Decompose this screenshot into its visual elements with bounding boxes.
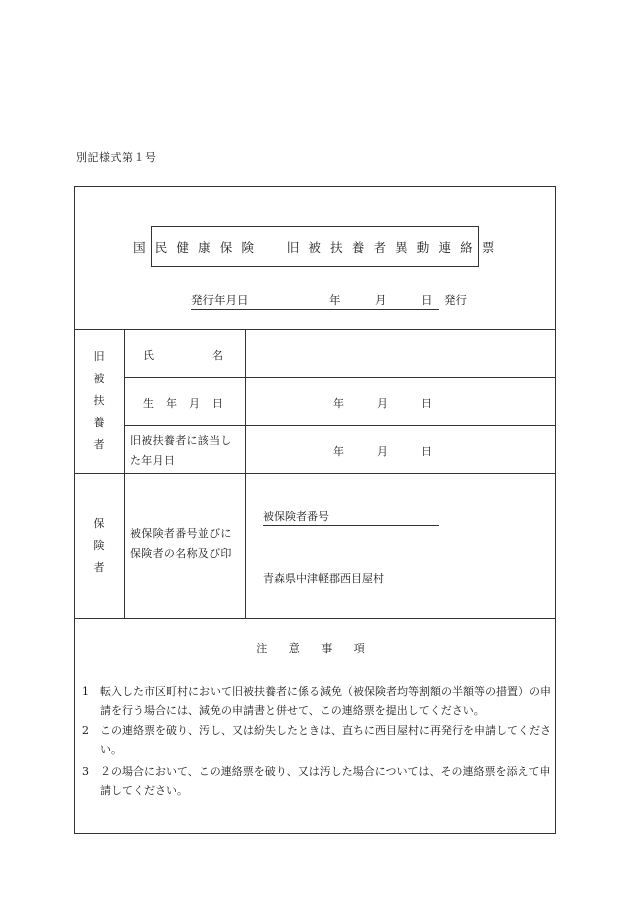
former-dependent-side-label: 旧 被 扶 養 者 [93,350,105,451]
form-number-caption: 別記様式第１号 [76,151,157,164]
column-divider-left [124,329,125,618]
insurer-name: 青森県中津軽郡西目屋村 [263,572,384,585]
name-label: 氏 名 [143,349,223,362]
insured-info-label: 被保険者番号並びに保険者の名称及び印 [130,527,232,560]
note-number: 2 [82,724,89,737]
dependent-date-field[interactable]: 年 月 日 [333,445,432,458]
section-divider-bottom [74,618,556,619]
form-title: 国 民 健 康 保 険 旧 被 扶 養 者 異 動 連 絡 票 [151,226,479,267]
row-divider-birth [124,425,556,426]
dependent-date-label: 旧被扶養者に該当した年月日 [130,434,232,467]
row-divider-name [124,377,556,378]
name-field[interactable] [246,330,555,376]
birth-date-label: 生 年 月 日 [143,397,223,410]
note-number: 1 [82,685,89,698]
issue-date-line: 発行年月日 年 月 日 発行 [191,292,439,310]
insured-number-field[interactable]: 被保険者番号 [263,508,439,526]
insurer-side-label: 保 険 者 [93,516,105,574]
section-divider-middle [74,473,556,474]
note-text: この連絡票を破り、汚し、又は紛失したときは、直ちに西目屋村に再発行を申請してください。 [100,724,551,756]
note-item [82,721,552,759]
note-text: 転入した市区町村において旧被扶養者に係る減免（被保険者均等割額の半額等の措置）の申請を行う場合には、減免の申請書と併せて、この連絡票を提出してください。 [100,685,551,717]
note-text: ２の場合において、この連絡票を破り、又は汚した場合については、その連絡票を添えて申請してください。 [100,765,551,797]
note-item [82,682,552,720]
note-item [82,762,552,800]
notes-title: 注 意 事 項 [256,642,374,655]
birth-date-field[interactable]: 年 月 日 [333,397,432,410]
note-number: 3 [82,765,89,778]
